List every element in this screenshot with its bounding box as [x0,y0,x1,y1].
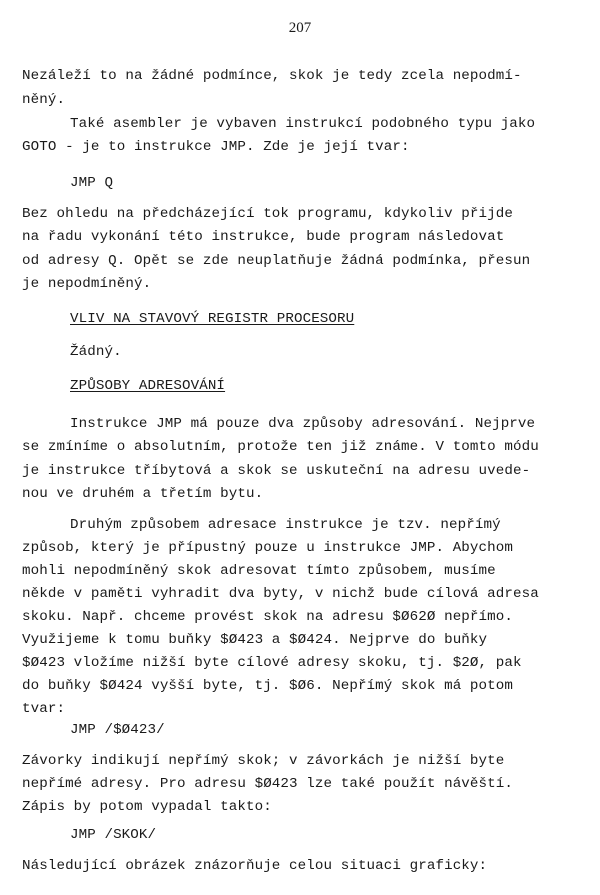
page-number: 207 [288,20,312,36]
text-line: GOTO - je to instrukce JMP. Zde je její tvar: [22,139,410,155]
text-line: tvar: [22,701,66,717]
text-line: nou ve druhém a třetím bytu. [22,486,264,502]
code-line: JMP /SKOK/ [70,827,157,843]
text-line: někde v paměti vyhradit dva byty, v nichž bude cílová adresa [22,586,539,602]
text-line: Žádný. [70,344,122,360]
text-line: Zápis by potom vypadal takto: [22,799,272,815]
text-line: mohli nepodmíněný skok adresovat tímto způsobem, musíme [22,563,496,579]
text-line: způsob, který je přípustný pouze u instrukce JMP. Abychom [22,540,513,556]
text-line: $Ø423 vložíme nižší byte cílové adresy skoku, tj. $2Ø, pak [22,655,522,671]
text-line: nepřímé adresy. Pro adresu $Ø423 lze také použít návěští. [22,776,513,792]
text-line: Závorky indikují nepřímý skok; v závorkách je nižší byte [22,753,505,769]
code-line: JMP Q [70,175,114,191]
code-line: JMP /$Ø423/ [70,722,165,738]
text-line: Nezáleží to na žádné podmínce, skok je tedy zcela nepodmí- [22,68,522,84]
text-line: Využijeme k tomu buňky $Ø423 a $Ø424. Nejprve do buňky [22,632,488,648]
text-line: Instrukce JMP má pouze dva způsoby adresování. Nejprve [70,416,536,432]
section-heading: ZPŮSOBY ADRESOVÁNÍ [70,378,226,394]
text-line: něný. [22,92,66,108]
text-line: Následující obrázek znázorňuje celou situaci graficky: [22,858,488,874]
text-line: skoku. Např. chceme provést skok na adresu $Ø62Ø nepřímo. [22,609,513,625]
text-line: od adresy Q. Opět se zde neuplatňuje žádná podmínka, přesun [22,253,531,269]
text-line: je nepodmíněný. [22,276,152,292]
text-line: na řadu vykonání této instrukce, bude program následovat [22,229,505,245]
text-line: do buňky $Ø424 vyšší byte, tj. $Ø6. Nepřímý skok má potom [22,678,513,694]
text-line: je instrukce tříbytová a skok se uskuteční na adresu uvede- [22,463,531,479]
text-line: Bez ohledu na předcházející tok programu, kdykoliv přijde [22,206,513,222]
text-line: Také asembler je vybaven instrukcí podobného typu jako [70,116,536,132]
text-line: se zmíníme o absolutním, protože ten již známe. V tomto módu [22,439,539,455]
text-line: Druhým způsobem adresace instrukce je tzv. nepřímý [70,517,501,533]
section-heading: VLIV NA STAVOVÝ REGISTR PROCESORU [70,311,355,327]
